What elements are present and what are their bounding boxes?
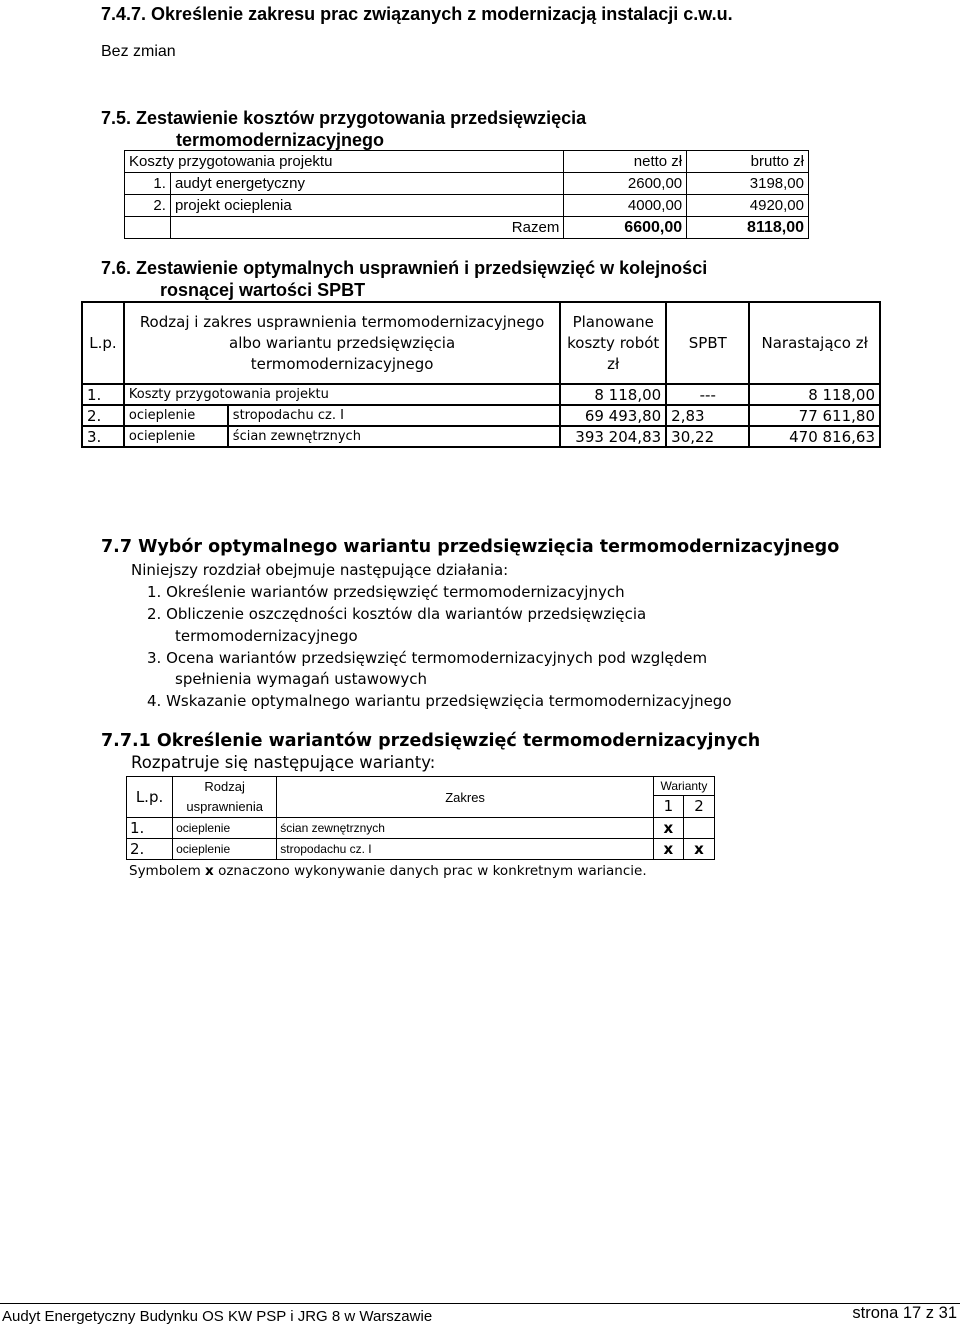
spbt-table-header [82, 302, 880, 384]
variants-table-header [127, 777, 715, 796]
table-row: 1. audyt energetyczny 2600,00 3198,00 [125, 173, 809, 195]
section-771-title: 7.7.1 Określenie wariantów przedsięwzięć termomodernizacyjnych [101, 731, 761, 751]
section-771-intro: Rozpatruje się następujące warianty: [131, 753, 436, 772]
section-75-title: 7.5. Zestawienie kosztów przygotowania przedsięwzięcia [101, 108, 587, 128]
spbt-header-rodzaj: Rodzaj i zakres usprawnienia termomodernizacyjnego albo wariantu przedsięwzięcia termomodernizacyjnego [124, 302, 560, 384]
cost-header-brutto: brutto zł [687, 151, 809, 173]
footer-left: Audyt Energetyczny Budynku OS KW PSP i JRG 8 w Warszawie [2, 1308, 433, 1325]
section-75-title-cont: termomodernizacyjnego [176, 130, 385, 150]
variants-header-warianty: Warianty [653, 777, 714, 796]
table-row: 1. ocieplenie ścian zewnętrznych x [127, 818, 715, 839]
spbt-header-koszty: Planowane koszty robót zł [560, 302, 666, 384]
section-77-intro: Niniejszy rozdział obejmuje następujące działania: [131, 561, 509, 579]
variants-header-w2: 2 [683, 795, 714, 817]
list-item: 4. Wskazanie optymalnego wariantu przedsięwzięcia termomodernizacyjnego [147, 692, 732, 710]
cost-table [124, 150, 809, 239]
spbt-header-narastajaco: Narastająco zł [749, 302, 880, 384]
footer-page-number: strona 17 z 31 [852, 1304, 957, 1322]
cost-header-label: Koszty przygotowania projektu [125, 151, 564, 173]
variants-note: Symbolem x oznaczono wykonywanie danych prac w konkretnym wariancie. [129, 863, 647, 879]
spbt-table [81, 301, 881, 448]
variants-header-lp: L.p. [127, 777, 173, 818]
spbt-header-spbt: SPBT [666, 302, 749, 384]
list-item-cont: spełnienia wymagań ustawowych [175, 670, 428, 688]
table-row: 3. ocieplenie ścian zewnętrznych 393 204,83 30,22 470 816,63 [82, 426, 880, 447]
footer-rule [0, 1303, 960, 1304]
section-747-text: Bez zmian [101, 43, 176, 60]
cost-total-label: Razem [170, 217, 563, 239]
section-76-title-cont: rosnącej wartości SPBT [160, 280, 366, 300]
cost-total-netto: 6600,00 [564, 217, 687, 239]
list-item-cont: termomodernizacyjnego [175, 627, 358, 645]
table-row: 2. projekt ocieplenia 4000,00 4920,00 [125, 195, 809, 217]
table-row: 2. ocieplenie stropodachu cz. I x x [127, 839, 715, 860]
cost-header-netto: netto zł [564, 151, 687, 173]
variants-header-rodzaj: Rodzaj usprawnienia [173, 777, 277, 818]
section-76-title: 7.6. Zestawienie optymalnych usprawnień i przedsięwzięć w kolejności [101, 258, 708, 278]
spbt-header-lp: L.p. [82, 302, 124, 384]
list-item: 1. Określenie wariantów przedsięwzięć termomodernizacyjnych [147, 583, 625, 601]
table-row: 1. Koszty przygotowania projektu 8 118,00 --- 8 118,00 [82, 384, 880, 405]
list-item: 3. Ocena wariantów przedsięwzięć termomodernizacyjnych pod względem [147, 649, 708, 667]
cost-table-header [125, 151, 809, 173]
cost-total-brutto: 8118,00 [687, 217, 809, 239]
variants-table [126, 776, 715, 860]
section-747-title: 7.4.7. Określenie zakresu prac związanych z modernizacją instalacji c.w.u. [101, 4, 733, 24]
cost-total-row [125, 217, 809, 239]
table-row: 2. ocieplenie stropodachu cz. I 69 493,80 2,83 77 611,80 [82, 405, 880, 426]
section-77-title: 7.7 Wybór optymalnego wariantu przedsięwzięcia termomodernizacyjnego [101, 537, 840, 557]
variants-header-zakres: Zakres [277, 777, 654, 818]
list-item: 2. Obliczenie oszczędności kosztów dla wariantów przedsięwzięcia [147, 605, 647, 623]
variants-header-w1: 1 [653, 795, 683, 817]
